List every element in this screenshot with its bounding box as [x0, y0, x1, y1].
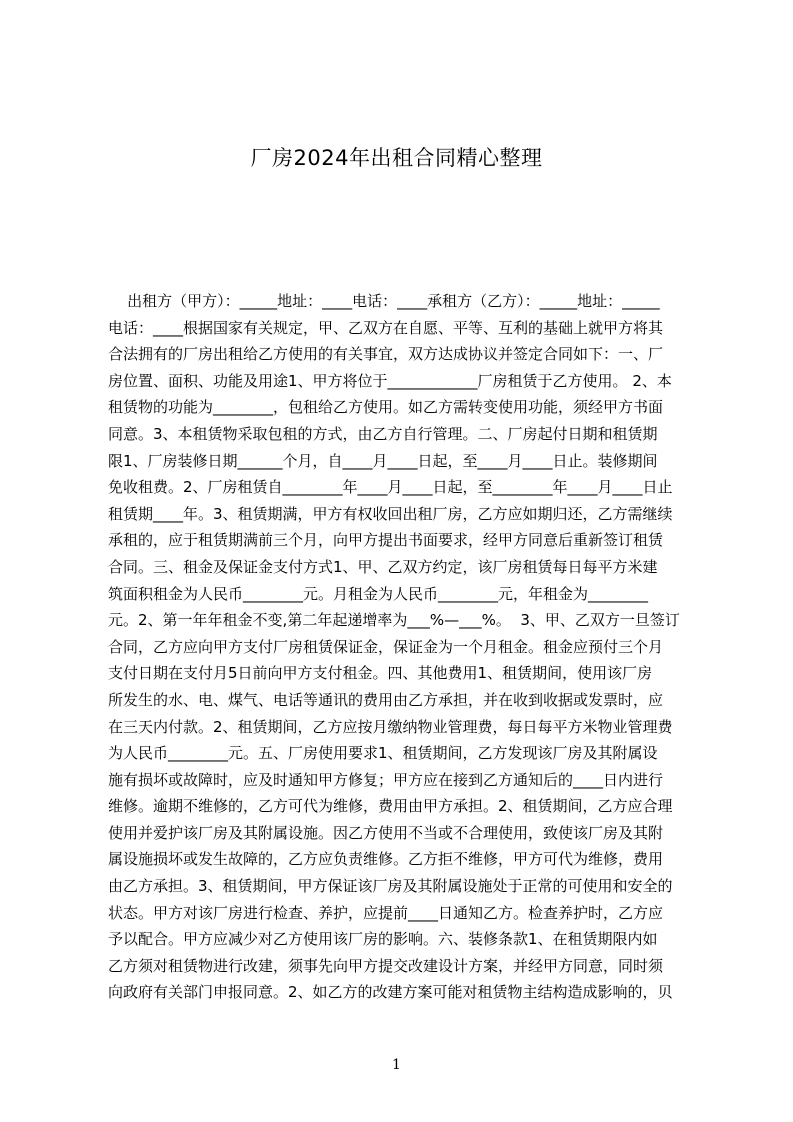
body-line: 维修。逾期不维修的，乙方可代为维修，费用由甲方承担。2、租赁期间，乙方应合理 [108, 797, 673, 816]
body-line: 使用并爱护该厂房及其附属设施。因乙方使用不当或不合理使用，致使该厂房及其附 [108, 823, 664, 842]
body-line: 施有损坏或故障时，应及时通知甲方修复；甲方应在接到乙方通知后的____日内进行 [108, 770, 664, 789]
body-line: 同意。3、本租赁物采取包租的方式，由乙方自行管理。二、厂房起付日期和租赁期 [108, 424, 658, 443]
body-line: 元。2、第一年年租金不变,第二年起递增率为___%—___%。 3、甲、乙双方一旦签订 [108, 611, 680, 630]
body-line: 在三天内付款。2、租赁期间，乙方应按月缴纳物业管理费，每日每平方米物业管理费 [108, 717, 673, 736]
body-line: 状态。甲方对该厂房进行检查、养护，应提前____日通知乙方。检查养护时，乙方应 [108, 903, 664, 922]
document-title: 厂房2024年出租合同精心整理 [250, 146, 543, 170]
body-line: 租赁期____年。3、租赁期满，甲方有权收回出租厂房，乙方应如期归还，乙方需继续 [108, 504, 673, 523]
contract-body [108, 288, 700, 1048]
body-line: 为人民币________元。五、厂房使用要求1、租赁期间，乙方发现该厂房及其附属设 [108, 744, 658, 763]
body-line: 电话：____根据国家有关规定，甲、乙双方在自愿、平等、互利的基础上就甲方将其 [108, 318, 664, 337]
page-number: 1 [392, 1057, 401, 1073]
body-line: 筑面积租金为人民币________元。月租金为人民币________元，年租金为________ [108, 584, 649, 603]
body-line: 属设施损坏或发生故障的，乙方应负责维修。乙方拒不维修，甲方可代为维修，费用 [108, 850, 664, 869]
body-line: 免收租费。2、厂房租赁自________年____月____日起，至________年____月____日止 [108, 478, 673, 497]
body-line: 予以配合。甲方应减少对乙方使用该厂房的影响。六、装修条款1、在租赁期限内如 [108, 930, 658, 949]
body-line: 乙方须对租赁物进行改建，须事先向甲方提交改建设计方案，并经甲方同意，同时须 [108, 956, 664, 975]
body-line: 出租方（甲方）：_____地址：____电话：____承租方（乙方）：_____地址：_____ [108, 292, 660, 310]
body-line: 向政府有关部门申报同意。2、如乙方的改建方案可能对租赁物主结构造成影响的，贝 [108, 983, 673, 1002]
body-line: 合同。三、租金及保证金支付方式1、甲、乙双方约定，该厂房租赁每日每平方米建 [108, 557, 658, 576]
body-line: 限1、厂房装修日期______个月，自____月____日起，至____月____日止。装修期间 [108, 451, 658, 470]
body-line: 房位置、面积、功能及用途1、甲方将位于____________厂房租赁于乙方使用。 2、本 [108, 371, 672, 390]
body-line: 所发生的水、电、煤气、电话等通讯的费用由乙方承担，并在收到收据或发票时，应 [108, 690, 664, 709]
body-line: 合法拥有的厂房出租给乙方使用的有关事宜，双方达成协议并签定合同如下：一、厂 [108, 345, 664, 364]
body-line: 承租的，应于租赁期满前三个月，向甲方提出书面要求，经甲方同意后重新签订租赁 [108, 531, 664, 550]
body-line: 支付日期在支付月5日前向甲方支付租金。四、其他费用1、租赁期间，使用该厂房 [108, 664, 653, 683]
body-line: 合同，乙方应向甲方支付厂房租赁保证金，保证金为一个月租金。租金应预付三个月 [108, 637, 664, 656]
body-line: 由乙方承担。3、租赁期间，甲方保证该厂房及其附属设施处于正常的可使用和安全的 [108, 877, 673, 896]
body-line: 租赁物的功能为________，包租给乙方使用。如乙方需转变使用功能，须经甲方书面 [108, 398, 664, 417]
